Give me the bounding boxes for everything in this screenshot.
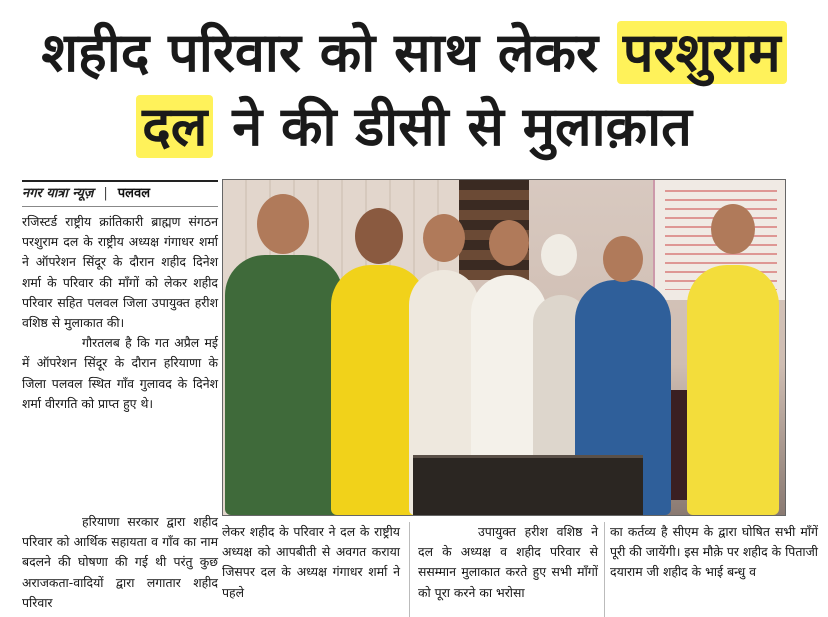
headline-highlight-2: दल	[136, 95, 213, 158]
byline-place: पलवल	[117, 186, 151, 201]
headline-line-2-text: ने की डीसी से मुलाक़ात	[213, 95, 692, 158]
paragraph-col2: लेकर शहीद के परिवार ने दल के राष्ट्रीय अध्यक्ष को आपबीती से अवगत कराया जिसपर दल के अध्यक्ष गंगाधर शर्मा ने पहले	[222, 524, 400, 600]
headline-line-1	[0, 18, 828, 88]
paragraph-col3: उपायुक्त हरीश वशिष्ठ ने दल के अध्यक्ष व शहीद परिवार से ससम्मान मुलाकात करते हुए सभी माँगों को पूरा करने का भरोसा	[418, 524, 598, 600]
paragraph-background: गौरतलब है कि गत अप्रैल मई में ऑपरेशन सिंदूर के दौरान हरियाणा के जिला पलवल स्थित गाँव गुलावद के दिनेश शर्मा वीरगति को प्राप्त हुए थे।	[22, 335, 218, 411]
headline-line-2	[0, 92, 828, 162]
paragraph-col4: का कर्तव्य है सीएम के द्वारा घोषित सभी माँगें पूरी की जायेंगी। इस मौक़े पर शहीद के पिताजी दयाराम जी शहीद के भाई बन्धु व	[610, 524, 818, 580]
group-photo	[222, 179, 786, 516]
paragraph-government: हरियाणा सरकार द्वारा शहीद परिवार को आर्थिक सहायता व गाँव का नाम बदलने की घोषणा की गई थी परंतु कुछ अराजकता-वादियों द्वारा लगातार शहीद परिवार	[22, 514, 218, 610]
article-column-1	[22, 212, 218, 512]
byline-source: नगर यात्रा न्यूज़	[22, 186, 94, 201]
article-column-4	[610, 522, 818, 617]
article-column-2	[222, 522, 400, 617]
article-column-3	[418, 522, 598, 617]
byline	[22, 180, 218, 207]
person-yellow-shirt	[687, 265, 779, 515]
headline	[0, 0, 828, 172]
headline-line-1-text: शहीद परिवार को साथ लेकर	[41, 21, 617, 84]
headline-highlight-1: परशुराम	[617, 21, 787, 84]
person-green-shirt	[225, 255, 343, 515]
paragraph-intro: रजिस्टर्ड राष्ट्रीय क्रांतिकारी ब्राह्मण संगठन परशुराम दल के राष्ट्रीय अध्यक्ष गंगाधर शर्मा ने ऑपरेशन सिंदूर के दौरान शहीद दिनेश शर्मा के परिवार की माँगों को लेकर शहीद परिवार सहित पलवल जिला उपायुक्त हरीश वशिष्ठ से मुलाकात की।	[22, 214, 218, 331]
article-column-1-continued	[22, 512, 218, 617]
byline-separator: |	[103, 186, 108, 201]
